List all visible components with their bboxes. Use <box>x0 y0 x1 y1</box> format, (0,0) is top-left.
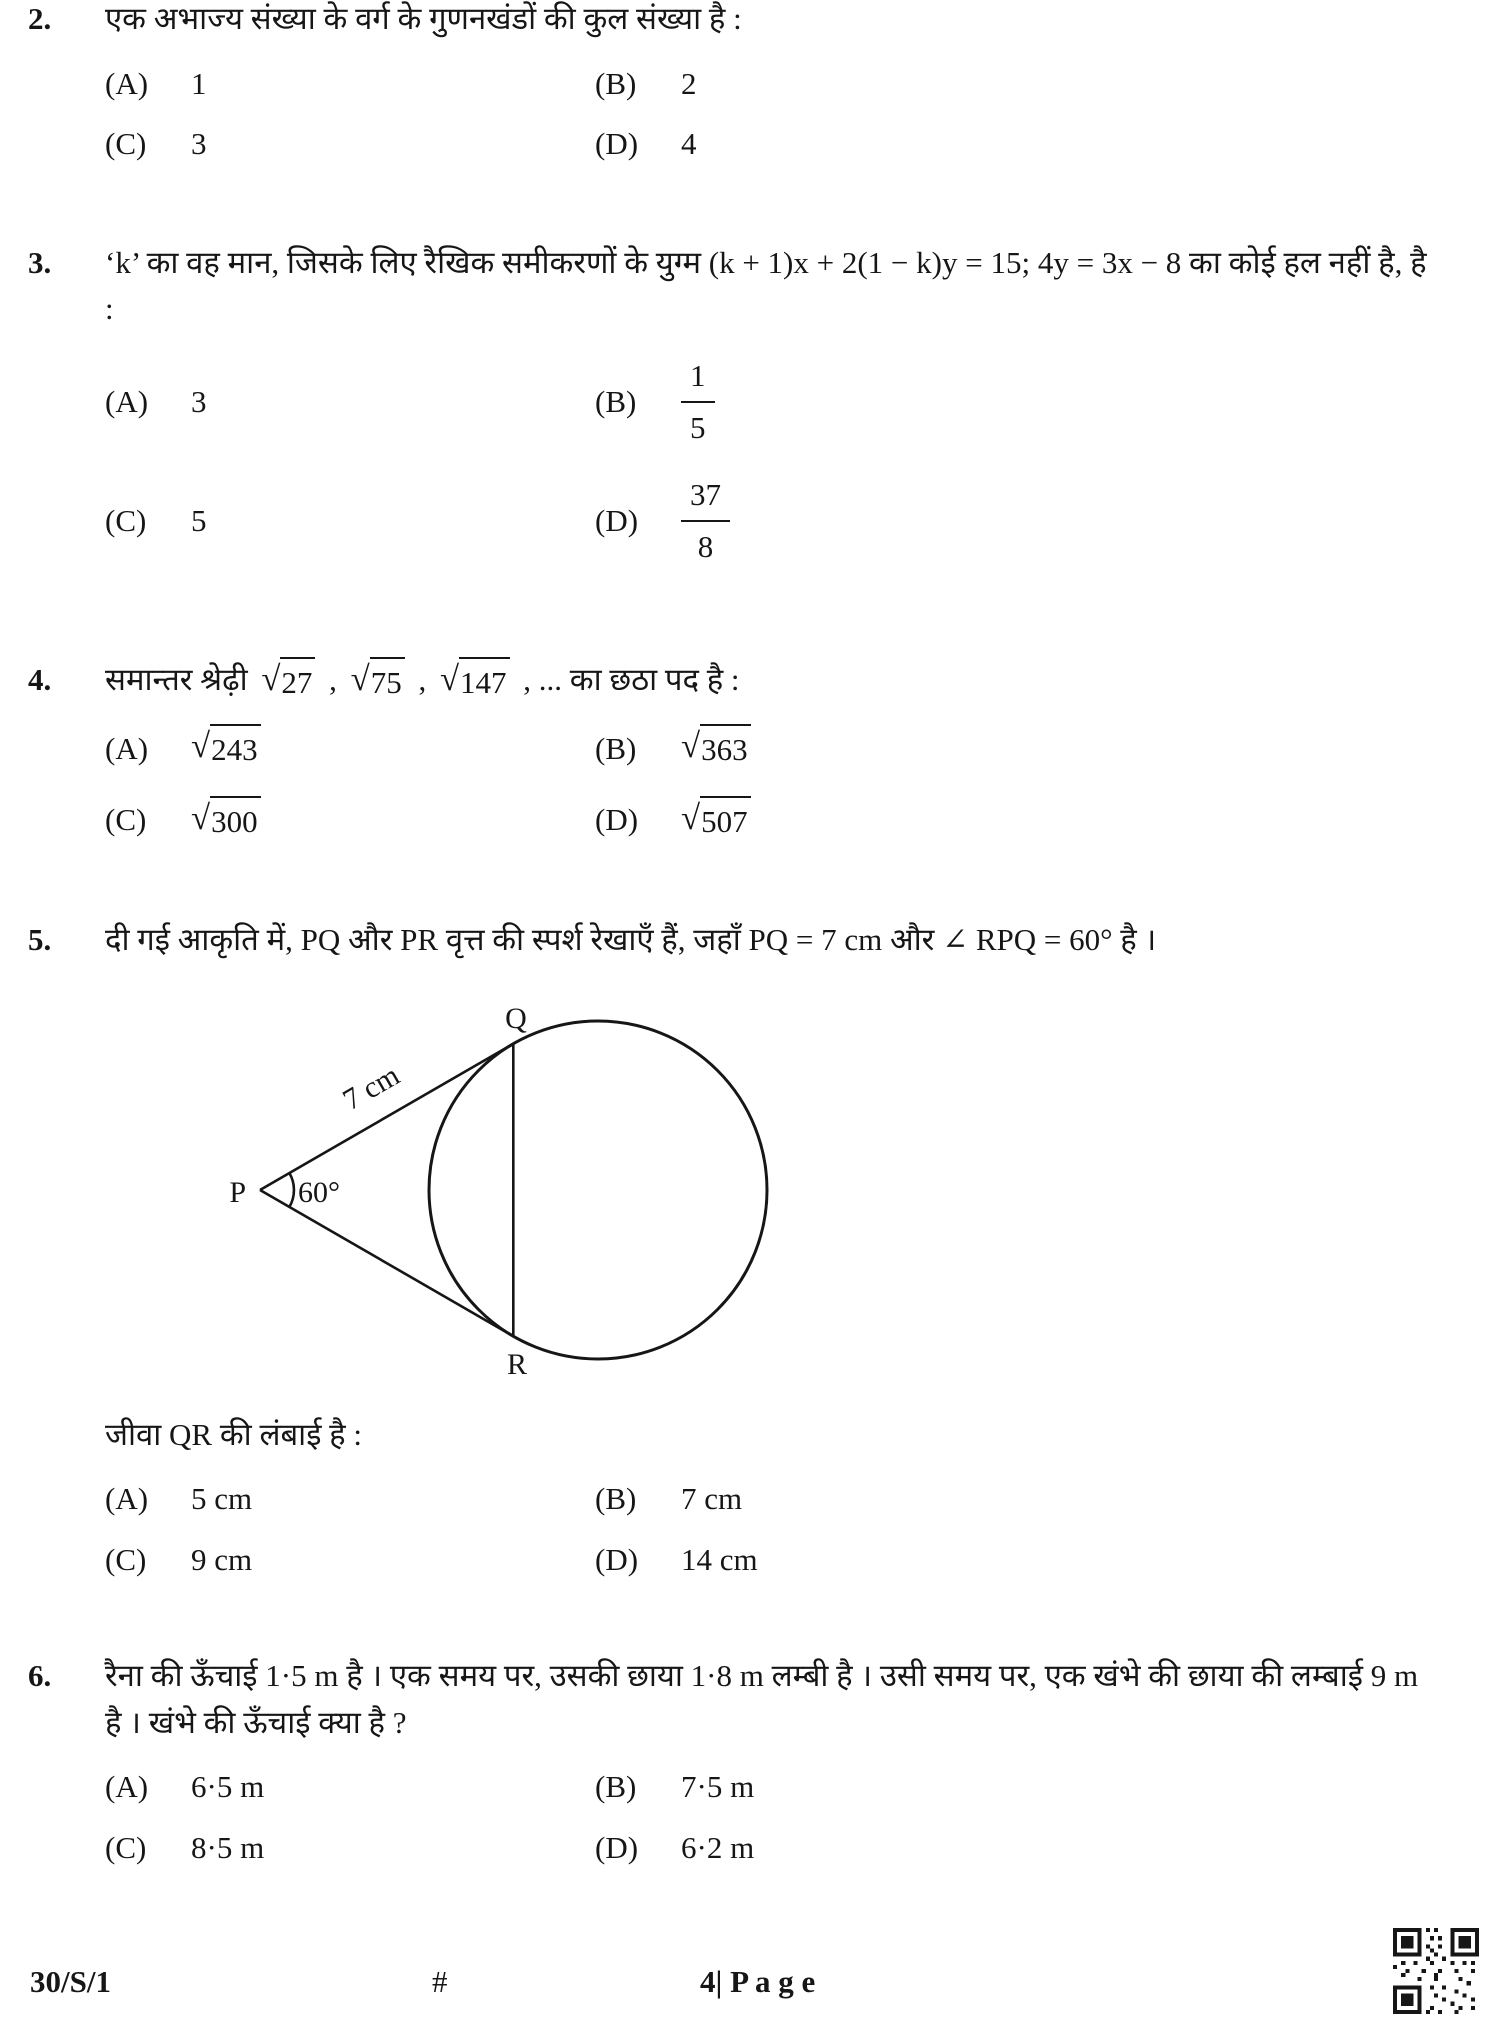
separator: , <box>410 661 434 697</box>
option-a <box>105 61 595 108</box>
radical-sign: √ <box>261 658 281 698</box>
qr-code-image <box>1393 1928 1479 2014</box>
option-c <box>105 121 595 168</box>
radical-sign: √ <box>350 658 370 698</box>
option-d-label: (D) <box>595 126 639 161</box>
option-d <box>595 1825 754 1872</box>
option-row <box>105 1476 1435 1523</box>
option-a-value: 5 cm <box>191 1481 253 1516</box>
option-d-label: (D) <box>595 1829 639 1865</box>
footer-separator: # <box>432 1964 448 1999</box>
radical-sign: √ <box>191 726 211 765</box>
option-c <box>105 1825 595 1872</box>
option-a-label: (A) <box>105 65 149 101</box>
option-b <box>595 353 715 452</box>
option-c-value: 9 cm <box>191 1541 253 1577</box>
option-d-value: 4 <box>681 126 697 161</box>
qr-code <box>1393 1928 1479 2022</box>
radical-term <box>351 657 405 707</box>
option-c <box>105 472 595 571</box>
angle-arc <box>289 1173 294 1207</box>
option-d-label: (D) <box>595 1541 639 1577</box>
option-b-value: 7·5 m <box>681 1769 755 1804</box>
question-4-number: 4. <box>28 661 52 697</box>
question-3-text: ‘k’ का वह मान, जिसके लिए रैखिक समीकरणों के युग्म (k + 1)x + 2(1 − k)y = 15; 4y = 3x − 8 का कोई हल नहीं है, है : <box>105 244 1427 326</box>
radical-sign: √ <box>439 658 460 698</box>
option-c-label: (C) <box>105 502 147 538</box>
option-row <box>105 724 1435 774</box>
radical-term <box>261 657 315 707</box>
option-d <box>595 121 697 168</box>
option-d <box>595 796 751 846</box>
separator: , <box>515 661 539 697</box>
question-6-number: 6. <box>28 1658 52 1693</box>
figure-label-q: Q <box>505 1001 527 1035</box>
question-2-number: 2. <box>28 1 52 36</box>
option-d-label: (D) <box>595 502 639 538</box>
option-row <box>105 121 1435 168</box>
option-b-value: 2 <box>681 65 697 101</box>
question-4-options <box>105 724 1435 845</box>
option-a-label: (A) <box>105 383 149 419</box>
question-5-subtext: जीवा QR की लंबाई है : <box>105 1416 362 1452</box>
option-a-value: 1 <box>191 65 207 101</box>
question-6 <box>0 1653 1505 1885</box>
figure-label-p: P <box>229 1175 246 1209</box>
option-a-label: (A) <box>105 1481 149 1516</box>
radicand: 363 <box>700 724 751 774</box>
question-2-text: एक अभाज्य संख्या के वर्ग के गुणनखंडों की कुल संख्या है : <box>105 1 742 36</box>
option-b <box>595 1764 754 1811</box>
question-5-number: 5. <box>28 922 52 957</box>
question-5 <box>0 917 1505 1597</box>
question-3-number: 3. <box>28 244 52 280</box>
option-a-radical <box>191 724 261 774</box>
option-a-label: (A) <box>105 730 149 766</box>
tangent-pr <box>260 1190 513 1336</box>
fraction-denominator: 5 <box>690 410 706 445</box>
option-b-label: (B) <box>595 1481 637 1516</box>
option-b <box>595 724 751 774</box>
option-a <box>105 1764 595 1811</box>
question-6-text: रैना की ऊँचाई 1·5 m है । एक समय पर, उसकी छाया 1·8 m लम्बी है । उसी समय पर, एक खंभे की छाया की लम्बाई 9 m है । खंभे की ऊँचाई क्या है ? <box>105 1658 1419 1740</box>
option-row <box>105 472 1435 571</box>
option-d-value: 6·2 m <box>681 1829 755 1865</box>
radical-sign: √ <box>191 797 211 837</box>
question-5-options <box>105 1476 1435 1583</box>
option-a <box>105 1476 595 1523</box>
question-4-text <box>105 657 1435 707</box>
paper-code: 30/S/1 <box>30 1964 111 1999</box>
option-c-radical <box>191 796 261 846</box>
radical-sign: √ <box>681 797 701 837</box>
question-5-text: दी गई आकृति में, PQ और PR वृत्त की स्पर्श रेखाएँ हैं, जहाँ PQ = 7 cm और ∠ RPQ = 60° है । <box>105 922 1157 957</box>
option-c-value: 5 <box>191 502 207 538</box>
option-c <box>105 796 595 846</box>
option-d-value: 14 cm <box>681 1541 758 1577</box>
option-row <box>105 353 1435 452</box>
figure-label-r: R <box>506 1347 528 1381</box>
option-a <box>105 724 595 774</box>
fraction-numerator: 37 <box>681 472 730 523</box>
question-2 <box>0 0 1505 182</box>
option-c <box>105 1537 595 1584</box>
option-b-label: (B) <box>595 1769 637 1804</box>
fraction-denominator: 8 <box>697 529 714 564</box>
page-number-label: 4| P a g e <box>700 1964 816 1999</box>
option-d <box>595 1537 758 1584</box>
option-b-label: (B) <box>595 383 637 419</box>
tangent-circle-figure <box>220 990 800 1390</box>
figure-label-angle: 60° <box>298 1175 340 1209</box>
option-c-label: (C) <box>105 802 147 837</box>
option-c-label: (C) <box>105 1829 147 1865</box>
option-d-fraction <box>681 472 730 571</box>
fraction-numerator: 1 <box>681 353 715 404</box>
option-b-value: 7 cm <box>681 1481 743 1516</box>
option-row <box>105 1764 1435 1811</box>
option-b-fraction <box>681 353 715 452</box>
question-4-text-suffix: ... का छठा पद है : <box>538 661 740 697</box>
radicand: 27 <box>280 657 315 707</box>
option-row <box>105 61 1435 108</box>
option-d <box>595 472 730 571</box>
question-2-options <box>105 61 1435 168</box>
question-4 <box>0 657 1505 860</box>
option-c-label: (C) <box>105 126 147 161</box>
radicand: 147 <box>459 657 510 707</box>
option-d-radical <box>681 796 751 846</box>
option-d-label: (D) <box>595 802 639 837</box>
option-b-label: (B) <box>595 65 637 101</box>
page-footer <box>0 1924 1505 2034</box>
radicand: 507 <box>700 796 751 846</box>
option-b-radical <box>681 724 751 774</box>
circle <box>429 1021 767 1359</box>
option-row <box>105 796 1435 846</box>
question-4-text-prefix: समान्तर श्रेढ़ी <box>105 661 248 697</box>
option-a-label: (A) <box>105 1769 149 1804</box>
question-6-options <box>105 1764 1435 1871</box>
option-a-value: 3 <box>191 383 207 419</box>
option-row <box>105 1825 1435 1872</box>
radicand: 300 <box>210 796 261 846</box>
question-3 <box>0 240 1505 591</box>
option-b-label: (B) <box>595 730 637 766</box>
separator: , <box>321 661 345 697</box>
option-b <box>595 61 697 108</box>
option-b <box>595 1476 742 1523</box>
figure-label-length: 7 cm <box>337 1058 406 1117</box>
radicand: 243 <box>210 724 261 774</box>
option-c-label: (C) <box>105 1541 147 1577</box>
option-a-value: 6·5 m <box>191 1769 265 1804</box>
option-row <box>105 1537 1435 1584</box>
option-c-value: 8·5 m <box>191 1829 265 1865</box>
radicand: 75 <box>370 657 405 707</box>
radical-term <box>440 657 510 707</box>
question-3-options <box>105 353 1435 571</box>
option-c-value: 3 <box>191 126 207 161</box>
option-a <box>105 353 595 452</box>
radical-sign: √ <box>681 726 701 765</box>
